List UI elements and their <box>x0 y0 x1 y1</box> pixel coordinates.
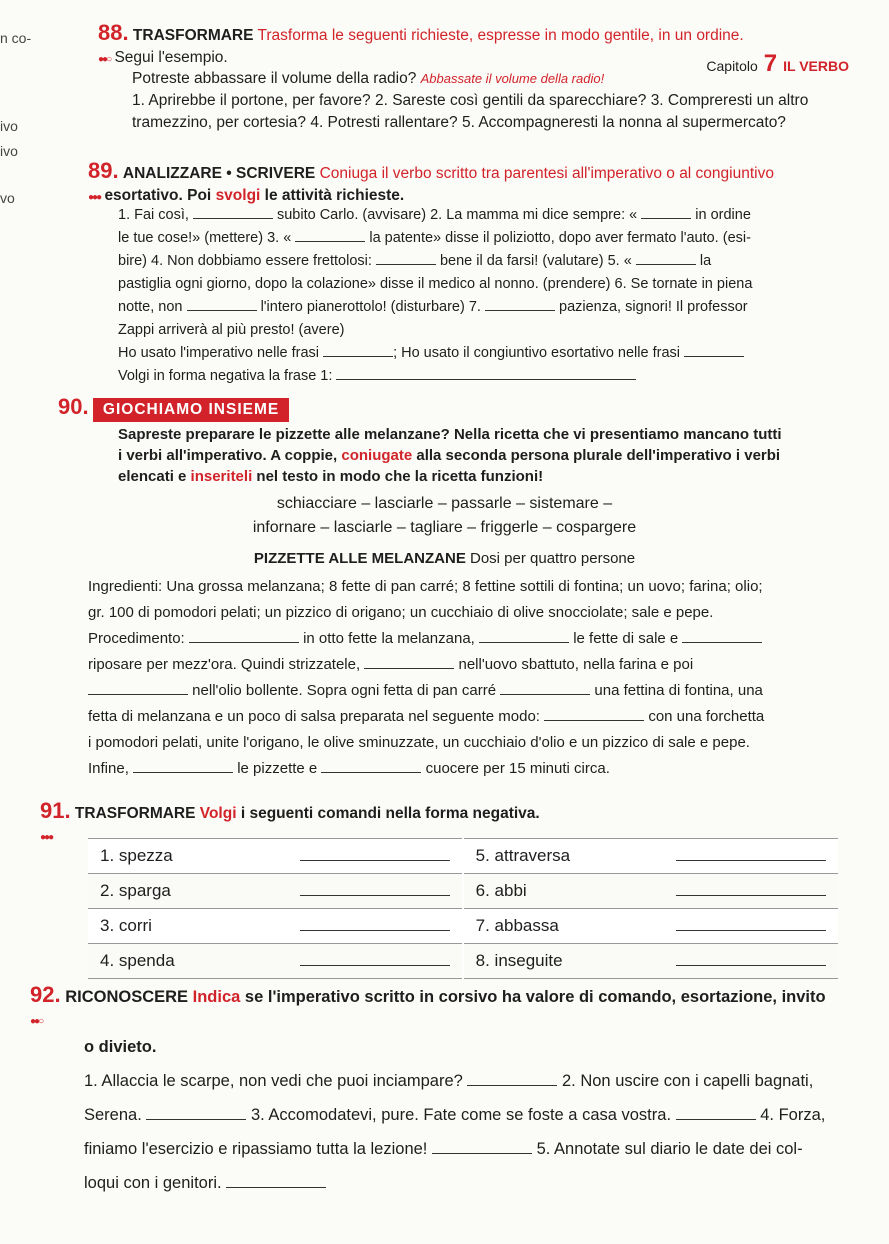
answer-blank-cell[interactable] <box>288 944 463 979</box>
recipe-title-row <box>0 548 889 570</box>
exercise-88-body <box>132 68 852 134</box>
procedure-text: Infine, <box>88 760 129 777</box>
ingredients-text: gr. 100 di pomodori pelati; un pizzico di origano; un cucchiaio di olive snocciolate; sale e pepe. <box>88 604 714 621</box>
exercise-keyword: SCRIVERE <box>236 165 316 182</box>
answer-blank[interactable] <box>321 758 421 773</box>
command-cell: 4. spenda <box>88 944 288 979</box>
exercise-text: bene il da farsi! (valutare) 5. « <box>439 253 632 269</box>
exercise-number: 92. <box>30 982 61 1007</box>
difficulty-dots: ●●● <box>40 832 53 843</box>
verb-list-line: schiacciare – lasciarle – passarle – sistemare – <box>276 495 613 512</box>
sentence: 3. Accomodatevi, pure. Fate come se foste a casa vostra. <box>250 1106 672 1124</box>
exercise-line: tramezzino, per cortesia? 4. Potresti rallentare? 5. Accompagneresti la nonna al supermercato? <box>132 114 786 131</box>
answer-blank[interactable] <box>336 365 636 380</box>
exercise-number: 90. <box>58 394 89 419</box>
answer-blank[interactable] <box>544 706 644 721</box>
instruction-text: esortativo. Poi <box>104 187 212 204</box>
answer-blank[interactable] <box>189 628 299 643</box>
instruction-verb: svolgi <box>215 187 261 204</box>
answer-blank-cell[interactable] <box>664 909 838 944</box>
exercise-instruction: i verbi all'imperativo. A coppie, <box>118 447 338 464</box>
table-row <box>88 944 838 979</box>
procedure-label: Procedimento: <box>88 630 185 647</box>
answer-blank[interactable] <box>636 250 696 265</box>
answer-blank[interactable] <box>500 680 590 695</box>
procedure-text: nell'uovo sbattuto, nella farina e poi <box>458 656 694 673</box>
exercise-text: Volgi in forma negativa la frase 1: <box>118 368 333 384</box>
procedure-text: riposare per mezz'ora. Quindi strizzatele, <box>88 656 361 673</box>
commands-table <box>88 838 838 979</box>
procedure-text: nell'olio bollente. Sopra ogni fetta di pan carré <box>192 682 497 699</box>
exercise-90-intro <box>118 424 858 487</box>
procedure-text: una fettina di fontina, una <box>594 682 763 699</box>
exercise-instruction: Sapreste preparare le pizzette alle melanzane? Nella ricetta che vi presentiamo mancano tutti <box>118 426 782 443</box>
command-cell: 6. abbi <box>463 874 664 909</box>
command-cell: 2. sparga <box>88 874 288 909</box>
procedure-text: le fette di sale e <box>573 630 679 647</box>
chapter-title: IL VERBO <box>783 58 849 74</box>
command-cell: 1. spezza <box>88 839 288 874</box>
answer-blank[interactable] <box>432 1139 532 1154</box>
table-row <box>88 839 838 874</box>
answer-blank[interactable] <box>641 204 691 219</box>
sentence: 1. Allaccia le scarpe, non vedi che puoi inciampare? <box>84 1072 463 1090</box>
exercise-instruction: nel testo in modo che la ricetta funzioni! <box>256 468 544 485</box>
exercise-text: notte, non <box>118 299 183 315</box>
exercise-text: ; Ho usato il congiuntivo esortativo nelle frasi <box>393 345 680 361</box>
exercise-line: 1. Aprirebbe il portone, per favore? 2. Sareste così gentili da sparecchiare? 3. Compreresti un altro <box>132 92 809 109</box>
instruction-verb: inseriteli <box>190 468 253 485</box>
exercise-instruction: se l'imperativo scritto in corsivo ha valore di comando, esortazione, invito <box>244 988 826 1006</box>
instruction-text: le attività richieste. <box>264 187 405 204</box>
exercise-text: pazienza, signori! Il professor <box>559 299 748 315</box>
command-cell: 7. abbassa <box>463 909 664 944</box>
exercise-92 <box>30 984 860 1033</box>
verb-list <box>0 492 889 540</box>
exercise-92-body <box>84 1030 864 1200</box>
exercise-instruction: o divieto. <box>84 1038 157 1056</box>
difficulty-dots: ●●● <box>88 192 101 203</box>
margin-fragment: vo <box>0 190 15 206</box>
answer-blank-cell[interactable] <box>288 839 463 874</box>
answer-blank[interactable] <box>376 250 436 265</box>
exercise-instruction: Coniuga il verbo scritto tra parentesi all'imperativo o al congiuntivo <box>319 165 774 182</box>
exercise-text: la <box>699 253 712 269</box>
answer-blank-cell[interactable] <box>288 909 463 944</box>
sentence: loqui con i genitori. <box>84 1174 222 1192</box>
example-answer: Abbassate il volume della radio! <box>420 71 605 86</box>
answer-blank[interactable] <box>193 204 273 219</box>
exercise-instruction: i seguenti comandi nella forma negativa. <box>240 805 540 822</box>
answer-blank[interactable] <box>364 654 454 669</box>
procedure-text: fetta di melanzana e un poco di salsa preparata nel seguente modo: <box>88 708 540 725</box>
exercise-text: 1. Fai così, <box>118 207 189 223</box>
procedure-text: in otto fette la melanzana, <box>303 630 475 647</box>
sentence: finiamo l'esercizio e ripassiamo tutta la lezione! <box>84 1140 428 1158</box>
exercise-instruction: elencati e <box>118 468 187 485</box>
command-cell: 3. corri <box>88 909 288 944</box>
exercise-text: in ordine <box>695 207 751 223</box>
exercise-number: 91. <box>40 798 71 823</box>
exercise-banner: GIOCHIAMO INSIEME <box>93 398 289 422</box>
exercise-text: Ho usato l'imperativo nelle frasi <box>118 345 320 361</box>
margin-fragment: ivo <box>0 118 18 134</box>
answer-blank[interactable] <box>467 1071 557 1086</box>
table-row <box>88 909 838 944</box>
answer-blank-cell[interactable] <box>664 874 838 909</box>
exercise-instruction: Trasforma le seguenti richieste, espresse in modo gentile, in un ordine. <box>257 27 744 44</box>
exercise-keyword: RICONOSCERE <box>65 988 189 1006</box>
instruction-verb: Indica <box>192 988 241 1006</box>
answer-blank[interactable] <box>479 628 569 643</box>
answer-blank-cell[interactable] <box>664 839 838 874</box>
exercise-keyword: TRASFORMARE <box>132 27 254 44</box>
recipe-dose: Dosi per quattro persone <box>470 550 636 567</box>
sentence: 4. Forza, <box>760 1106 826 1124</box>
answer-blank-cell[interactable] <box>288 874 463 909</box>
exercise-text: la patente» disse il poliziotto, dopo aver fermato l'auto. (esi- <box>369 230 751 246</box>
procedure-text: i pomodori pelati, unite l'origano, le olive sminuzzate, un cucchiaio d'olio e un pizzico di sale e pepe. <box>88 734 750 751</box>
difficulty-dots: ●●○ <box>98 54 111 65</box>
answer-blank[interactable] <box>133 758 233 773</box>
answer-blank-cell[interactable] <box>664 944 838 979</box>
exercise-89-body <box>118 204 878 388</box>
example-question: Potreste abbassare il volume della radio? <box>132 70 417 87</box>
answer-blank[interactable] <box>226 1173 326 1188</box>
verb-list-line: infornare – lasciarle – tagliare – friggerle – cospargere <box>252 519 637 536</box>
exercise-text: le tue cose!» (mettere) 3. « <box>118 230 292 246</box>
ingredients-text: Una grossa melanzana; 8 fette di pan carré; 8 fettine sottili di fontina; un uovo; farina; olio; <box>166 578 763 595</box>
answer-blank[interactable] <box>323 342 393 357</box>
exercise-text: pastiglia ogni giorno, dopo la colazione» disse il medico al nonno. (prendere) 6. Se tornate in piena <box>118 276 753 292</box>
exercise-instruction: alla seconda persona plurale dell'imperativo i verbi <box>416 447 781 464</box>
exercise-89: 89. ANALIZZARE • SCRIVERE Coniuga il verbo scritto tra parentesi all'imperativo o al congiuntivo ●●● esortativo. Poi svolgi le attività richieste. <box>88 158 774 204</box>
exercise-number: 88. <box>98 20 129 45</box>
procedure-text: con una forchetta <box>648 708 765 725</box>
chapter-number: 7 <box>763 50 778 77</box>
exercise-keyword: ANALIZZARE <box>122 165 222 182</box>
sentence: Serena. <box>84 1106 142 1124</box>
answer-blank[interactable] <box>682 628 762 643</box>
exercise-text: Zappi arriverà al più presto! (avere) <box>118 322 345 338</box>
recipe-body <box>88 574 838 782</box>
instruction-verb: coniugate <box>341 447 413 464</box>
answer-blank[interactable] <box>187 296 257 311</box>
exercise-keyword: TRASFORMARE <box>74 805 196 822</box>
recipe-title: PIZZETTE ALLE MELANZANE <box>253 550 466 567</box>
exercise-number: 89. <box>88 158 119 183</box>
margin-fragment: n co- <box>0 30 32 46</box>
exercise-text: l'intero pianerottolo! (disturbare) 7. <box>260 299 481 315</box>
exercise-subinstruction: Segui l'esempio. <box>114 49 228 66</box>
procedure-text: le pizzette e <box>237 760 318 777</box>
answer-blank[interactable] <box>684 342 744 357</box>
sentence: 2. Non uscire con i capelli bagnati, <box>562 1072 814 1090</box>
chapter-label: Capitolo <box>706 58 758 74</box>
command-cell: 5. attraversa <box>463 839 664 874</box>
difficulty-dots: ●●○ <box>30 1016 43 1027</box>
answer-blank[interactable] <box>295 227 365 242</box>
exercise-text: subito Carlo. (avvisare) 2. La mamma mi dice sempre: « <box>276 207 638 223</box>
answer-blank[interactable] <box>485 296 555 311</box>
exercise-88 <box>98 20 744 71</box>
sentence: 5. Annotate sul diario le date dei col- <box>536 1140 803 1158</box>
answer-blank[interactable] <box>146 1105 246 1120</box>
exercise-90 <box>58 396 858 422</box>
answer-blank[interactable] <box>88 680 188 695</box>
instruction-verb: Volgi <box>199 805 237 822</box>
exercise-text: bire) 4. Non dobbiamo essere frettolosi: <box>118 253 372 269</box>
table-row <box>88 874 838 909</box>
answer-blank[interactable] <box>676 1105 756 1120</box>
procedure-text: cuocere per 15 minuti circa. <box>425 760 610 777</box>
margin-fragment: ivo <box>0 143 18 159</box>
command-cell: 8. inseguite <box>463 944 664 979</box>
ingredients-label: Ingredienti: <box>88 578 163 595</box>
